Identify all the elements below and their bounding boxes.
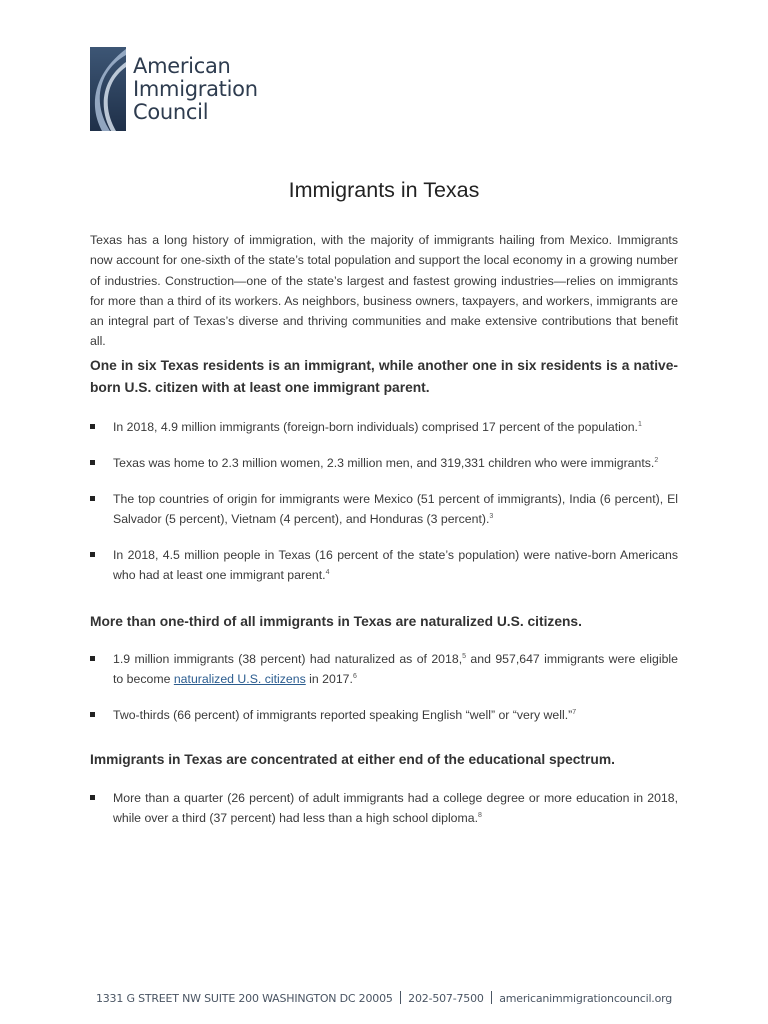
naturalized-citizens-link[interactable]: naturalized U.S. citizens [173, 672, 306, 687]
bullet-icon [90, 656, 95, 661]
footnote-marker: 7 [572, 709, 577, 716]
logo-line: American [133, 53, 231, 78]
bullet-icon [90, 795, 95, 800]
footnote-marker: 2 [654, 457, 659, 464]
footnote-marker: 6 [352, 673, 357, 681]
list-item [90, 417, 642, 437]
list-item [90, 705, 576, 725]
list-item [90, 489, 678, 530]
logo-line: Council [133, 99, 209, 124]
footer-address: 1331 G STREET NW SUITE 200 WASHINGTON DC 20005 [95, 992, 393, 1005]
footnote-marker: 5 [462, 653, 467, 660]
list-item-text: More than a quarter (26 percent) of adult immigrants had a college degree or more education in 2018, while over a third (37 percent) had less than a high school diploma. [113, 791, 678, 826]
bullet-icon [90, 424, 95, 429]
list-item-text: in 2017. [305, 672, 353, 687]
list-item-text: Texas was home to 2.3 million women, 2.3 million men, and 319,331 children who were immigrants. [113, 456, 655, 470]
bullet-icon [90, 552, 95, 557]
footnote-marker: 1 [637, 421, 642, 428]
footer-divider [400, 991, 402, 1004]
footer-divider [491, 991, 493, 1004]
intro-paragraph: Texas has a long history of immigration, with the majority of immigrants hailing from Mexico. Immigrants now account for one-sixth of the state’s total population and support the local economy in a growing number of industries. Construction—one of the state’s largest and fastest growing industries—relies on immigrants for more than a third of its workers. As neighbors, business owners, taxpayers, and workers, immigrants are an integral part of Texas’s diverse and thriving communities and make extensive contributions that benefit all. [90, 233, 678, 349]
footnote-marker: 4 [325, 569, 330, 577]
list-item-text: In 2018, 4.5 million people in Texas (16 percent of the state’s population) were native-born Americans who had at least one immigrant parent. [113, 548, 678, 583]
footer-website: americanimmigrationcouncil.org [499, 992, 673, 1005]
list-item-text: In 2018, 4.9 million immigrants (foreign-born individuals) comprised 17 percent of the population. [113, 420, 638, 434]
council-logo-icon [90, 47, 126, 131]
list-item [90, 788, 678, 829]
list-item-text: The top countries of origin for immigrants were Mexico (51 percent of immigrants), India (6 percent), El Salvador (5 percent), Vietnam (4 percent), and Honduras (3 percent). [113, 492, 678, 527]
section-heading: One in six Texas residents is an immigrant, while another one in six residents is a native-born U.S. citizen with at least one immigrant parent. [90, 358, 678, 395]
page-title: Immigrants in Texas [288, 178, 480, 202]
list-item [90, 545, 678, 586]
page-footer [0, 991, 768, 1005]
list-item [90, 649, 678, 690]
footnote-marker: 8 [478, 812, 482, 820]
footnote-marker: 3 [489, 513, 494, 521]
list-item [90, 453, 658, 473]
list-item-text: Two-thirds (66 percent) of immigrants reported speaking English “well” or “very well.” [113, 708, 573, 722]
bullet-icon [90, 712, 95, 717]
list-item-text: 1.9 million immigrants (38 percent) had naturalized as of 2018, [113, 652, 463, 666]
logo-wordmark [133, 55, 258, 124]
list-item-text: and 957,647 immigrants were eligible to become [113, 652, 678, 687]
bullet-icon [90, 496, 95, 501]
logo-line: Immigration [133, 76, 258, 101]
section-heading: More than one-third of all immigrants in Texas are naturalized U.S. citizens. [90, 614, 582, 629]
organization-logo [90, 47, 258, 131]
footer-phone: 202-507-7500 [408, 992, 484, 1005]
section-heading: Immigrants in Texas are concentrated at either end of the educational spectrum. [90, 752, 615, 767]
bullet-icon [90, 460, 95, 465]
